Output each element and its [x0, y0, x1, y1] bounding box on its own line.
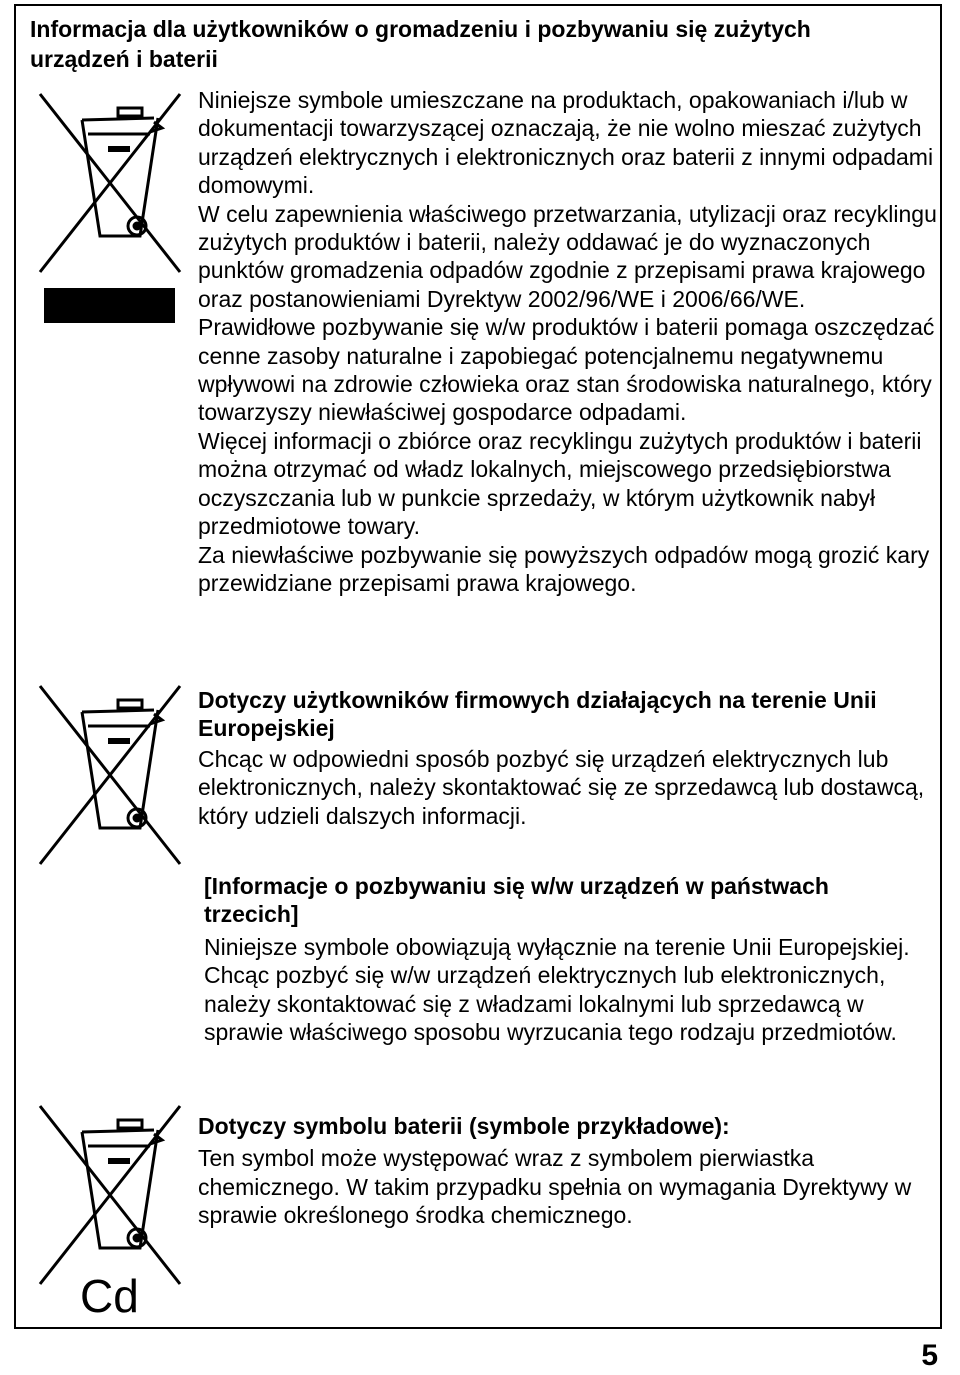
intro-paragraph: Za niewłaściwe pozbywanie się powyższych odpadów mogą grozić kary przewidziane przepisami prawa krajowego.	[198, 541, 930, 596]
battery-section	[198, 1112, 938, 1230]
third-countries-paragraph: Niniejsze symbole obowiązują wyłącznie na terenie Unii Europejskiej. Chcąc pozbyć się w/w urządzeń elektrycznych lub elektronicznych, należy skontaktować się z władzami lokalnymi lub sprzedawcą w sprawie właściwego sposobu wyrzucania tego rodzaju przedmiotów.	[204, 933, 910, 1046]
crossed-out-wheeled-bin-icon	[36, 678, 184, 868]
black-bar	[44, 288, 175, 323]
third-countries-heading: [Informacje o pozbywaniu się w/w urządzeń w państwach trzecich]	[204, 873, 829, 928]
intro-paragraph: Więcej informacji o zbiórce oraz recyklingu zużytych produktów i baterii można otrzymać od władz lokalnych, miejscowego przedsiębiorstwa oczyszczania lub w punkcie sprzedaży, w którym użytkownik nabył przedmiotowe towary.	[198, 427, 922, 540]
battery-paragraph: Ten symbol może występować wraz z symbolem pierwiastka chemicznego. W takim przypadku spełnia on wymagania Dyrektywy w sprawie określonego środka chemicznego.	[198, 1145, 912, 1229]
intro-paragraph: W celu zapewnienia właściwego przetwarzania, utylizacji oraz recyklingu zużytych produktów i baterii, należy oddawać je do wyznaczonych punktów gromadzenia odpadów zgodnie z przepisami prawa krajowego oraz postanowieniami Dyrektyw 2002/96/WE i 2006/66/WE.	[198, 200, 937, 312]
intro-paragraph: Niniejsze symbole umieszczane na produktach, opakowaniach i/lub w dokumentacji towarzyszącej oznaczają, że nie wolno mieszać zużytych urządzeń elektrycznych i elektronicznych oraz baterii z innymi odpadami domowymi.	[198, 87, 934, 199]
intro-paragraph: Prawidłowe pozbywanie się w/w produktów i baterii pomaga oszczędzać cenne zasoby naturalne i zapobiegać potencjalnemu negatywnemu wpływowi na zdrowie człowieka oraz stan środowiska naturalnego, który towarzyszy niewłaściwej gospodarce odpadami.	[198, 314, 935, 426]
cadmium-symbol-label: Cd	[80, 1270, 139, 1322]
business-section	[198, 686, 938, 830]
business-heading: Dotyczy użytkowników firmowych działających na terenie Unii Europejskiej	[198, 687, 877, 742]
third-countries-section	[204, 872, 938, 1046]
crossed-out-wheeled-bin-icon	[36, 1098, 184, 1288]
page-frame	[14, 4, 942, 1329]
intro-section	[198, 86, 938, 597]
crossed-out-wheeled-bin-icon	[36, 86, 184, 276]
battery-heading: Dotyczy symbolu baterii (symbole przykładowe):	[198, 1113, 730, 1139]
page-title: Informacja dla użytkowników o gromadzeniu i pozbywaniu się zużytych urządzeń i baterii	[30, 16, 811, 72]
page-number: 5	[921, 1339, 938, 1372]
business-paragraph: Chcąc w odpowiedni sposób pozbyć się urządzeń elektrycznych lub elektronicznych, należy skontaktować się ze sprzedawcą lub dostawcą, który udzieli dalszych informacji.	[198, 745, 925, 829]
